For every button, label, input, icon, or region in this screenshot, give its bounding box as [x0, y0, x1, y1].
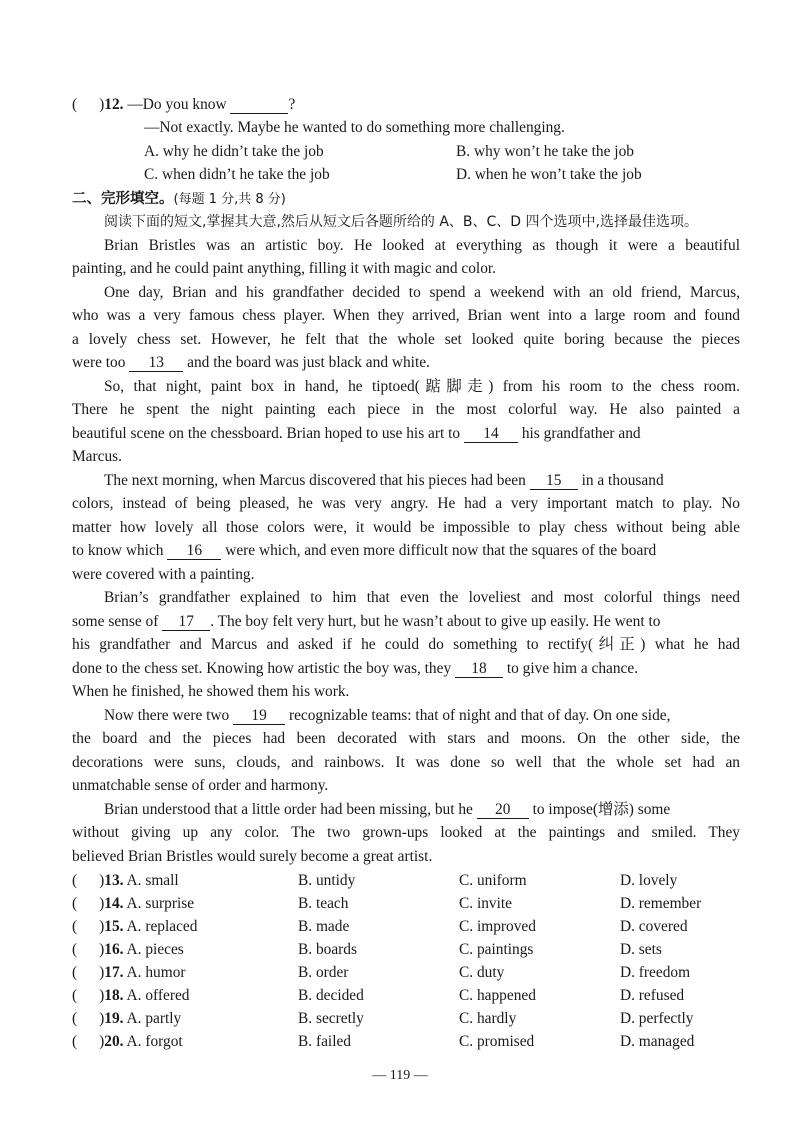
- option-b[interactable]: B. boards: [298, 941, 357, 958]
- blank-15[interactable]: 15: [530, 473, 578, 490]
- option-d[interactable]: D. sets: [620, 941, 662, 958]
- question-number: 12.: [104, 96, 124, 113]
- answer-paren[interactable]: (: [72, 941, 78, 958]
- question-number: 18.: [104, 987, 124, 1004]
- passage-line: painting, and he could paint anything, filling it with magic and color.: [72, 260, 497, 277]
- question-number: 20.: [104, 1033, 124, 1050]
- answer-paren[interactable]: (: [72, 964, 78, 981]
- passage-line: Now there were two 19 recognizable teams: that of night and that of day. On one side,: [104, 707, 671, 724]
- blank-14[interactable]: 14: [464, 426, 518, 443]
- option-a[interactable]: A. partly: [126, 1010, 182, 1027]
- blank-13[interactable]: 13: [129, 355, 183, 372]
- passage-line: colors, instead of being pleased, he was very angry. He had a very important match to play. No: [72, 495, 740, 512]
- passage-line: One day, Brian and his grandfather decided to spend a weekend with an old friend, Marcus,: [104, 284, 740, 301]
- blank-19[interactable]: 19: [233, 708, 285, 725]
- table-row: ( )18. A. offered: [72, 987, 190, 1004]
- option-a[interactable]: A. offered: [126, 987, 190, 1004]
- question-number: 14.: [104, 895, 124, 912]
- question-number: 15.: [104, 918, 124, 935]
- question-number: 13.: [104, 872, 124, 889]
- option-c[interactable]: C. promised: [459, 1033, 535, 1050]
- option-a[interactable]: A. humor: [126, 964, 186, 981]
- question-number: 17.: [104, 964, 124, 981]
- passage-line: his grandfather and Marcus and asked if he could do something to rectify(纠正) what he had: [72, 636, 740, 653]
- passage-line: believed Brian Bristles would surely become a great artist.: [72, 848, 433, 865]
- option-b[interactable]: B. failed: [298, 1033, 351, 1050]
- section-points: (每题 1 分,共 8 分): [173, 192, 286, 207]
- q12-option-b[interactable]: B. why won’t he take the job: [456, 143, 634, 160]
- option-b[interactable]: B. order: [298, 964, 349, 981]
- option-b[interactable]: B. made: [298, 918, 350, 935]
- option-a[interactable]: A. surprise: [126, 895, 195, 912]
- answer-paren[interactable]: (: [72, 918, 78, 935]
- option-c[interactable]: C. hardly: [459, 1010, 517, 1027]
- blank-18[interactable]: 18: [455, 661, 503, 678]
- option-c[interactable]: C. improved: [459, 918, 536, 935]
- answer-blank[interactable]: [230, 97, 288, 114]
- q12-option-d[interactable]: D. when he won’t take the job: [456, 166, 642, 183]
- passage-line: beautiful scene on the chessboard. Brian hoped to use his art to 14 his grandfather and: [72, 425, 641, 442]
- blank-20[interactable]: 20: [477, 802, 529, 819]
- section-heading: [72, 189, 740, 210]
- option-d[interactable]: D. covered: [620, 918, 688, 935]
- option-d[interactable]: D. managed: [620, 1033, 695, 1050]
- option-d[interactable]: D. freedom: [620, 964, 691, 981]
- passage-line: a lovely chess set. However, he felt that the whole set looked quite boring because the pieces: [72, 331, 740, 348]
- option-d[interactable]: D. refused: [620, 987, 685, 1004]
- blank-17[interactable]: 17: [162, 614, 210, 631]
- passage-line: The next morning, when Marcus discovered that his pieces had been 15 in a thousand: [104, 472, 664, 489]
- question-number: 19.: [104, 1010, 124, 1027]
- passage-line: Brian understood that a little order had been missing, but he 20 to impose(增添) some: [104, 801, 671, 818]
- option-a[interactable]: A. replaced: [126, 918, 198, 935]
- passage-line: the board and the pieces had been decorated with stars and moons. On the other side, the: [72, 730, 740, 747]
- option-b[interactable]: B. untidy: [298, 872, 356, 889]
- table-row: ( )14. A. surprise: [72, 895, 195, 912]
- option-b[interactable]: B. secretly: [298, 1010, 364, 1027]
- option-d[interactable]: D. perfectly: [620, 1010, 694, 1027]
- option-d[interactable]: D. lovely: [620, 872, 678, 889]
- passage-line: were too 13 and the board was just black and white.: [72, 354, 430, 371]
- passage-line: to know which 16 were which, and even more difficult now that the squares of the board: [72, 542, 657, 559]
- option-b[interactable]: B. decided: [298, 987, 364, 1004]
- table-row: ( )15. A. replaced: [72, 918, 198, 935]
- passage-line: matter how lovely all those colors were, it would be impossible to play chess without being able: [72, 519, 740, 536]
- question-12-reply: —Not exactly. Maybe he wanted to do something more challenging.: [144, 119, 565, 136]
- option-b[interactable]: B. teach: [298, 895, 349, 912]
- passage-line: without giving up any color. The two grown-ups looked at the paintings and smiled. They: [72, 824, 740, 841]
- passage-line: who was a very famous chess player. When they arrived, Brian went into a large room and found: [72, 307, 740, 324]
- question-12-stem: ( )12. —Do you know ?: [72, 96, 296, 113]
- section-title: 二、完形填空。: [72, 191, 174, 207]
- option-a[interactable]: A. small: [126, 872, 179, 889]
- passage-line: unmatchable sense of order and harmony.: [72, 777, 329, 794]
- passage-line: were covered with a painting.: [72, 566, 255, 583]
- passage-line: Brian Bristles was an artistic boy. He looked at everything as though it were a beautiful: [104, 237, 740, 254]
- passage-line: decorations were suns, clouds, and rainbows. It was done so well that the whole set had an: [72, 754, 740, 771]
- option-c[interactable]: C. invite: [459, 895, 513, 912]
- answer-paren[interactable]: (: [72, 895, 78, 912]
- option-c[interactable]: C. paintings: [459, 941, 534, 958]
- option-a[interactable]: A. forgot: [126, 1033, 183, 1050]
- table-row: ( )20. A. forgot: [72, 1033, 183, 1050]
- passage-line: Brian’s grandfather explained to him that even the loveliest and most colorful things need: [104, 589, 740, 606]
- table-row: ( )13. A. small: [72, 872, 179, 889]
- option-d[interactable]: D. remember: [620, 895, 702, 912]
- answer-paren: (: [72, 96, 78, 113]
- passage-line: some sense of 17 . The boy felt very hurt, but he wasn’t about to give up easily. He went to: [72, 613, 661, 630]
- passage-line: done to the chess set. Knowing how artistic the boy was, they 18 to give him a chance.: [72, 660, 639, 677]
- passage-line: When he finished, he showed them his work.: [72, 683, 350, 700]
- section-instruction: 阅读下面的短文,掌握其大意,然后从短文后各题所给的 A、B、C、D 四个选项中,选择最佳选项。: [104, 214, 698, 230]
- passage-line: There he spent the night painting each piece in the most colorful way. He also painted a: [72, 401, 740, 418]
- answer-paren[interactable]: (: [72, 1033, 78, 1050]
- option-c[interactable]: C. happened: [459, 987, 536, 1004]
- table-row: ( )19. A. partly: [72, 1010, 182, 1027]
- passage-line: So, that night, paint box in hand, he tiptoed(踮脚走) from his room to the chess room.: [104, 378, 740, 395]
- page-number: — 119 —: [372, 1068, 428, 1083]
- answer-paren[interactable]: (: [72, 872, 78, 889]
- q12-option-c[interactable]: C. when didn’t he take the job: [144, 166, 330, 183]
- table-row: ( )16. A. pieces: [72, 941, 184, 958]
- answer-paren[interactable]: (: [72, 987, 78, 1004]
- option-a[interactable]: A. pieces: [126, 941, 184, 958]
- answer-paren[interactable]: (: [72, 1010, 78, 1027]
- blank-16[interactable]: 16: [167, 543, 221, 560]
- question-number: 16.: [104, 941, 124, 958]
- passage-line: Marcus.: [72, 448, 123, 465]
- q12-option-a[interactable]: A. why he didn’t take the job: [144, 143, 324, 160]
- option-c[interactable]: C. duty: [459, 964, 505, 981]
- option-c[interactable]: C. uniform: [459, 872, 527, 889]
- table-row: ( )17. A. humor: [72, 964, 186, 981]
